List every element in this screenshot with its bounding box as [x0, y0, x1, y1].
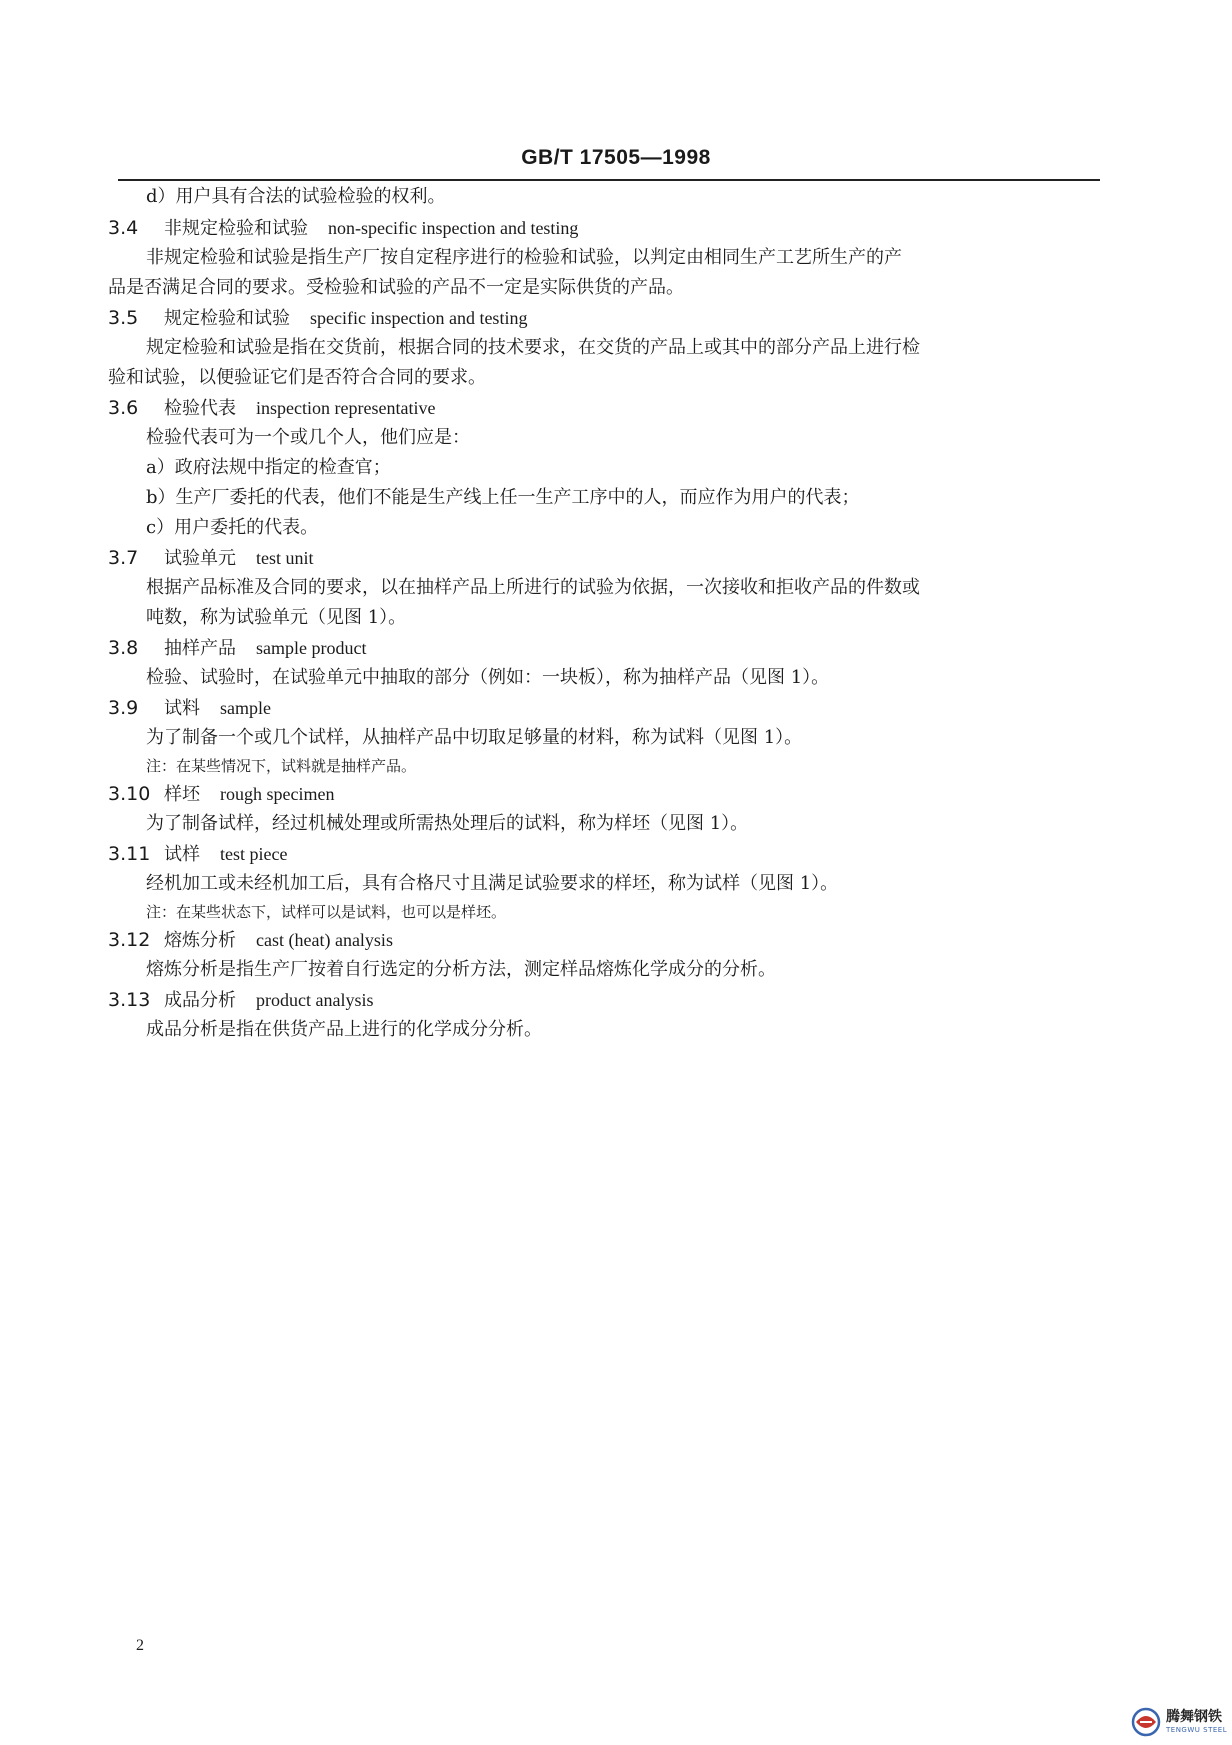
section-heading-3-9 — [108, 696, 271, 721]
section-heading-3-4 — [108, 216, 578, 241]
paragraph: 为了制备一个或几个试样，从抽样产品中切取足够量的材料，称为试料（见图 1）。 — [146, 727, 803, 748]
section-number: 3.5 — [108, 307, 139, 329]
term-chinese: 试料 — [164, 698, 200, 719]
section-heading-3-11 — [108, 842, 287, 867]
section-heading-3-6 — [108, 396, 435, 421]
term-english: cast (heat) analysis — [256, 930, 393, 950]
term-english: rough specimen — [220, 784, 335, 804]
term-english: sample — [220, 698, 271, 718]
paragraph: 检验代表可为一个或几个人，他们应是： — [146, 427, 470, 448]
list-item-c: c）用户委托的代表。 — [146, 517, 319, 538]
term-chinese: 样坯 — [164, 784, 200, 805]
paragraph: 吨数，称为试验单元（见图 1）。 — [146, 607, 407, 628]
section-number: 3.6 — [108, 397, 139, 419]
section-number: 3.13 — [108, 989, 151, 1011]
section-number: 3.10 — [108, 783, 151, 805]
term-english: test unit — [256, 548, 314, 568]
section-number: 3.9 — [108, 697, 139, 719]
paragraph: 熔炼分析是指生产厂按着自行选定的分析方法，测定样品熔炼化学成分的分析。 — [146, 959, 776, 980]
list-item-b: b）生产厂委托的代表，他们不能是生产线上任一生产工序中的人，而应作为用户的代表； — [146, 487, 860, 508]
term-chinese: 抽样产品 — [164, 638, 236, 659]
term-english: test piece — [220, 844, 288, 864]
paragraph: 为了制备试样，经过机械处理或所需热处理后的试料，称为样坯（见图 1）。 — [146, 813, 749, 834]
section-heading-3-7 — [108, 546, 314, 571]
paragraph: 非规定检验和试验是指生产厂按自定程序进行的检验和试验，以判定由相同生产工艺所生产的产 — [146, 247, 902, 268]
paragraph: 成品分析是指在供货产品上进行的化学成分分析。 — [146, 1019, 542, 1040]
logo-text-cn: 腾舞钢铁 — [1166, 1709, 1222, 1725]
term-chinese: 非规定检验和试验 — [164, 218, 308, 239]
list-item-a: a）政府法规中指定的检查官； — [146, 457, 391, 478]
paragraph: 验和试验，以便验证它们是否符合合同的要求。 — [108, 367, 486, 388]
page-number: 2 — [136, 1637, 144, 1654]
section-heading-3-13 — [108, 988, 373, 1013]
term-chinese: 规定检验和试验 — [164, 308, 290, 329]
section-number: 3.7 — [108, 547, 139, 569]
header-rule — [118, 179, 1100, 181]
logo-text-en: TENGWU STEEL — [1166, 1726, 1228, 1734]
term-chinese: 试验单元 — [164, 548, 236, 569]
term-chinese: 检验代表 — [164, 398, 236, 419]
term-chinese: 熔炼分析 — [164, 930, 236, 951]
company-logo — [1130, 1700, 1232, 1741]
term-english: specific inspection and testing — [310, 308, 528, 328]
section-heading-3-8 — [108, 636, 366, 661]
section-number: 3.8 — [108, 637, 139, 659]
paragraph: 检验、试验时，在试验单元中抽取的部分（例如：一块板），称为抽样产品（见图 1）。 — [146, 667, 830, 688]
term-chinese: 试样 — [164, 844, 200, 865]
term-english: inspection representative — [256, 398, 436, 418]
note: 注：在某些情况下，试料就是抽样产品。 — [146, 757, 417, 775]
document-header: GB/T 17505—1998 — [521, 146, 711, 169]
section-number: 3.11 — [108, 843, 151, 865]
term-english: non-specific inspection and testing — [328, 218, 579, 238]
term-chinese: 成品分析 — [164, 990, 236, 1011]
term-english: sample product — [256, 638, 367, 658]
section-heading-3-5 — [108, 306, 527, 331]
note: 注：在某些状态下，试样可以是试料，也可以是样坯。 — [146, 903, 507, 921]
paragraph: 经机加工或未经机加工后，具有合格尺寸且满足试验要求的样坯，称为试样（见图 1）。 — [146, 873, 839, 894]
paragraph: 根据产品标准及合同的要求，以在抽样产品上所进行的试验为依据，一次接收和拒收产品的件数或 — [146, 577, 920, 598]
section-heading-3-12 — [108, 928, 393, 953]
paragraph: 品是否满足合同的要求。受检验和试验的产品不一定是实际供货的产品。 — [108, 277, 684, 298]
section-number: 3.12 — [108, 929, 151, 951]
section-number: 3.4 — [108, 217, 139, 239]
list-item-d: d）用户具有合法的试验检验的权利。 — [146, 186, 446, 207]
section-heading-3-10 — [108, 782, 334, 807]
paragraph: 规定检验和试验是指在交货前，根据合同的技术要求，在交货的产品上或其中的部分产品上进行检 — [146, 337, 920, 358]
term-english: product analysis — [256, 990, 374, 1010]
